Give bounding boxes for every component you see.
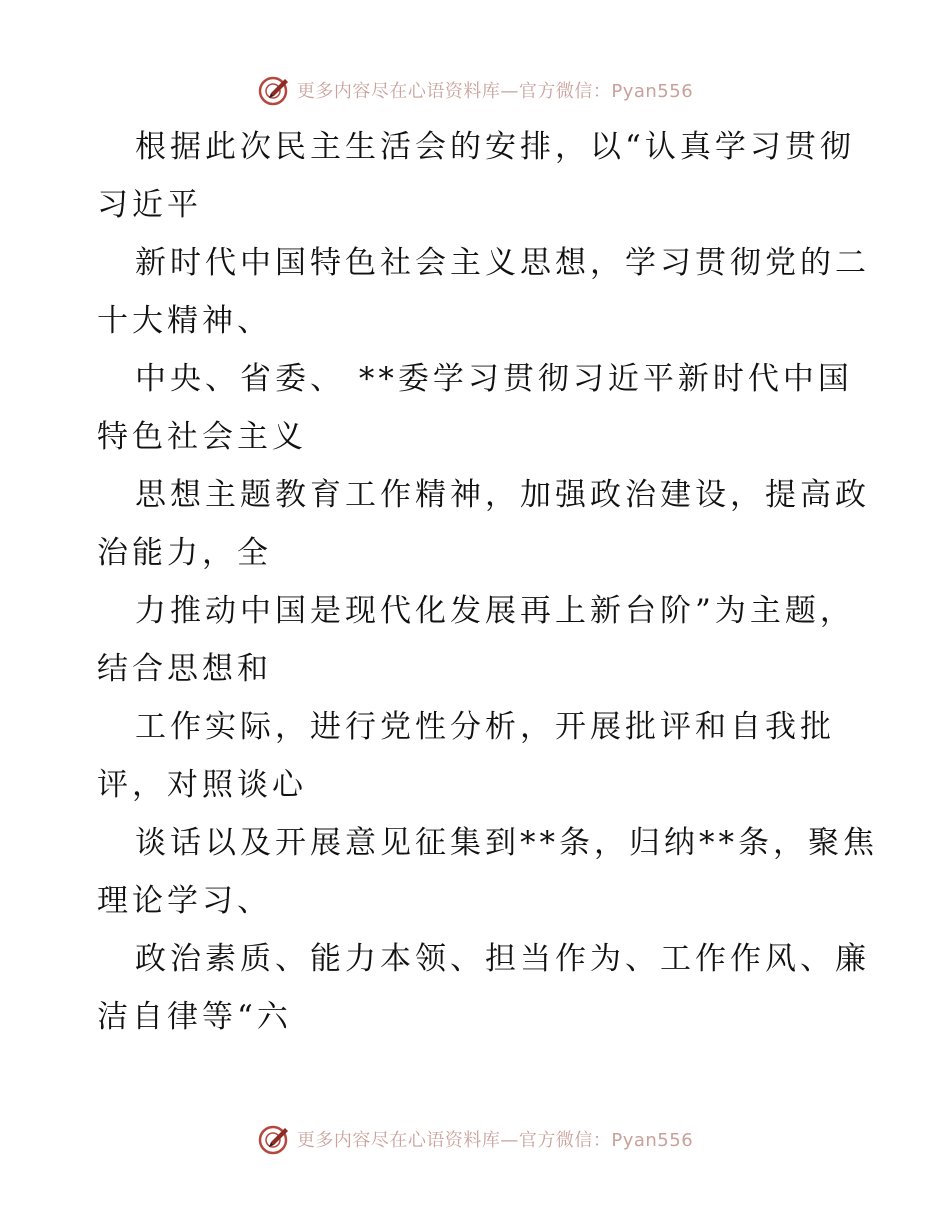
paragraph-line: 思想主题教育工作精神，加强政治建设，提高政	[135, 477, 870, 513]
paragraph-line: 治能力，全	[97, 535, 272, 571]
paragraph-line: 十大精神、	[97, 303, 272, 339]
paragraph	[97, 118, 857, 234]
pen-logo-icon	[257, 1122, 291, 1156]
paragraph	[97, 930, 870, 1046]
watermark-text: 更多内容尽在心语资料库—官方微信：Pyan556	[296, 1130, 694, 1151]
paragraph-line: 力推动中国是现代化发展再上新台阶”为主题，	[135, 593, 855, 629]
paragraph-line: 政治素质、能力本领、担当作为、工作作风、廉	[135, 941, 870, 977]
paragraph	[97, 814, 878, 930]
paragraph-line: 工作实际，进行党性分析，开展批评和自我批	[135, 709, 835, 745]
paragraph	[97, 698, 857, 814]
watermark-text: 更多内容尽在心语资料库—官方微信：Pyan556	[296, 81, 694, 102]
paragraph	[97, 466, 870, 582]
paragraph-line: 理论学习、	[97, 883, 272, 919]
pen-logo-icon	[257, 73, 291, 107]
header-watermark	[0, 70, 950, 110]
footer-watermark	[0, 1119, 950, 1159]
document-body	[97, 118, 878, 1046]
paragraph	[97, 350, 857, 466]
paragraph-line: 谈话以及开展意见征集到**条，归纳**条，聚焦	[135, 825, 878, 861]
paragraph-line: 新时代中国特色社会主义思想，学习贯彻党的二	[135, 245, 870, 281]
paragraph-line: 中央、省委、 **委学习贯彻习近平新时代中国	[135, 361, 853, 397]
paragraph	[97, 582, 857, 698]
paragraph-line: 结合思想和	[97, 651, 272, 687]
paragraph-line: 评，对照谈心	[97, 767, 307, 803]
paragraph-line: 根据此次民主生活会的安排，以“认真学习贯彻	[135, 129, 855, 165]
paragraph-line: 习近平	[97, 187, 202, 223]
paragraph-line: 洁自律等“六	[97, 999, 292, 1035]
paragraph-line: 特色社会主义	[97, 419, 307, 455]
paragraph	[97, 234, 870, 350]
